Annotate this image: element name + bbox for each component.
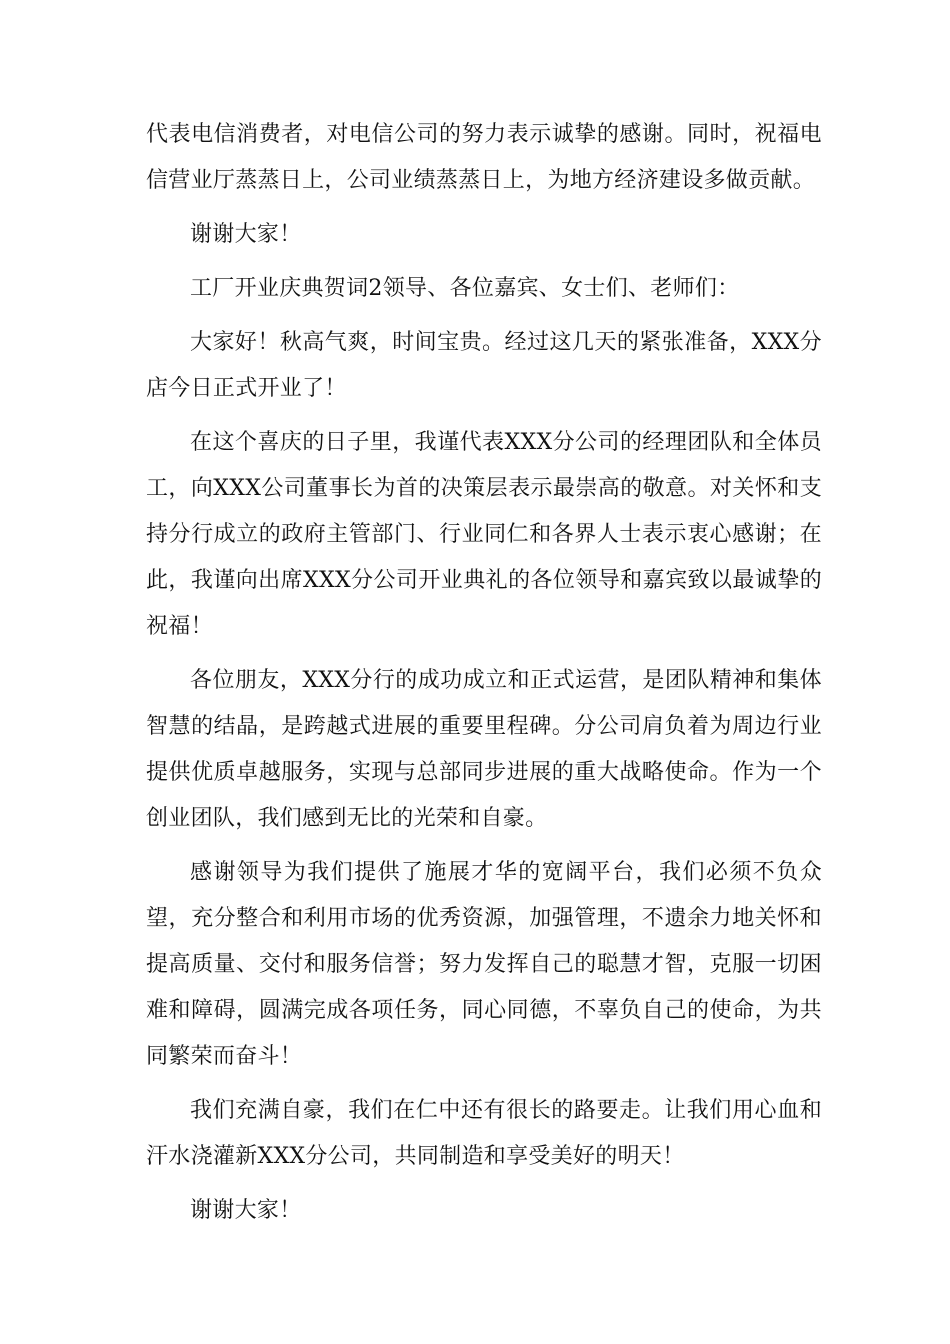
paragraph-closing-thanks: 谢谢大家！	[190, 1198, 302, 1223]
paragraph-greeting: 工厂开业庆典贺词2领导、各位嘉宾、女士们、老师们：	[190, 276, 740, 301]
paragraph-respect: 在这个喜庆的日子里，我谨代表XXX分公司的经理团队和全体员工，向XXX公司董事长为首的决策层表示最崇高的敬意。对关怀和支持分行成立的政府主管部门、行业同仁和各界人士表示衷心感谢；在此，我谨向出席XXX分公司开业典礼的各位领导和嘉宾致以最诚挚的祝福！	[146, 430, 822, 639]
paragraph-commitment: 感谢领导为我们提供了施展才华的宽阔平台，我们必须不负众望，充分整合和利用市场的优秀资源，加强管理，不遗余力地关怀和提高质量、交付和服务信誉；努力发挥自己的聪慧才智，克服一切困难和障碍，圆满完成各项任务，同心同德，不辜负自己的使命，为共同繁荣而奋斗！	[146, 860, 822, 1069]
paragraph-opening: 大家好！秋高气爽，时间宝贵。经过这几天的紧张准备，XXX分店今日正式开业了！	[146, 330, 822, 401]
paragraph-continued: 代表电信消费者，对电信公司的努力表示诚挚的感谢。同时，祝福电信营业厅蒸蒸日上，公司业绩蒸蒸日上，为地方经济建设多做贡献。	[146, 122, 822, 193]
document-body	[146, 112, 822, 1242]
paragraph-thanks: 谢谢大家！	[190, 222, 302, 247]
paragraph-friends: 各位朋友，XXX分行的成功成立和正式运营，是团队精神和集体智慧的结晶，是跨越式进展的重要里程碑。分公司肩负着为周边行业提供优质卓越服务，实现与总部同步进展的重大战略使命。作为一个创业团队，我们感到无比的光荣和自豪。	[146, 668, 822, 831]
paragraph-future: 我们充满自豪，我们在仁中还有很长的路要走。让我们用心血和汗水浇灌新XXX分公司，共同制造和享受美好的明天！	[146, 1098, 822, 1169]
